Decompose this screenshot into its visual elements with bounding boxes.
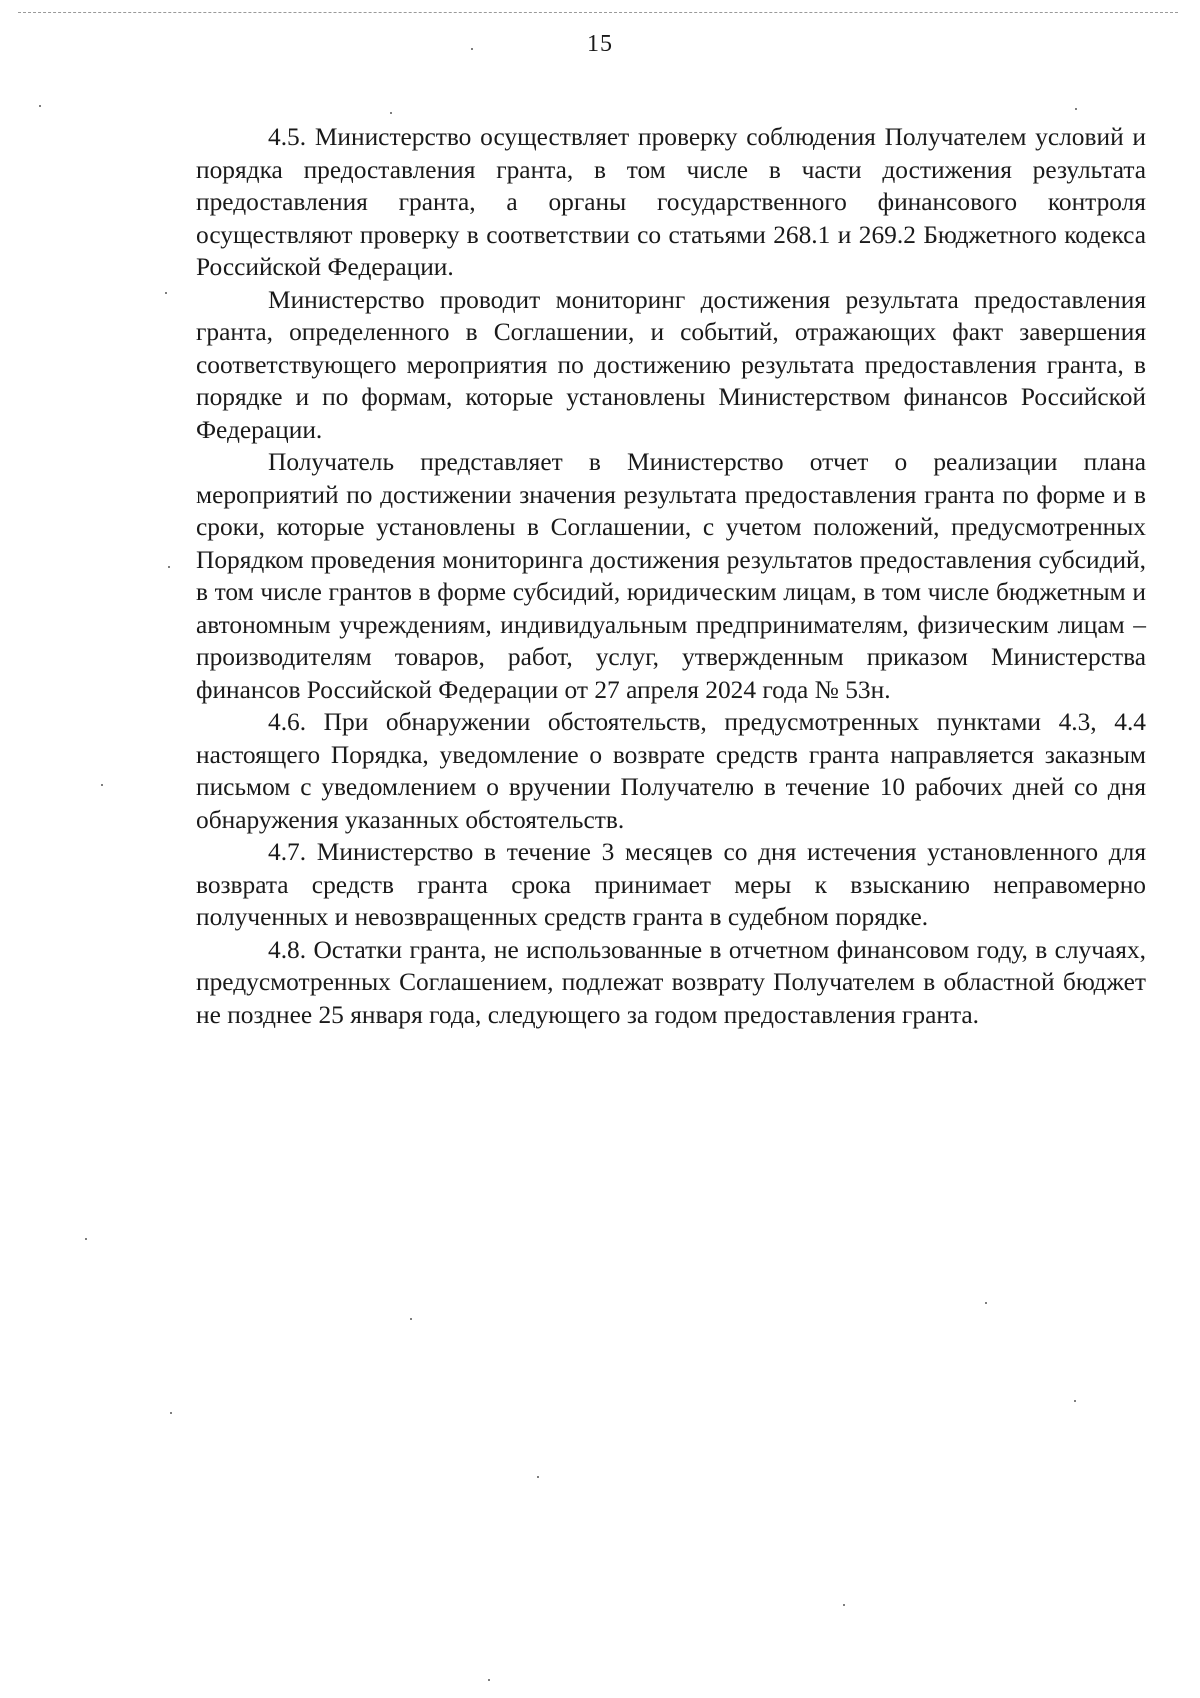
scan-speck (471, 48, 473, 50)
scan-speck (1075, 108, 1077, 110)
scan-speck (537, 1476, 539, 1478)
scan-speck (843, 1604, 845, 1606)
scan-speck (390, 112, 392, 114)
scan-speck (168, 566, 170, 568)
scan-top-edge (18, 12, 1178, 14)
scan-speck (85, 1238, 87, 1240)
paragraph-4-7: 4.7. Министерство в течение 3 месяцев со дня истечения установленного для возврата средств гранта срока принимает меры к взысканию неправомерно полученных и невозвращенных средств гранта в судебном порядке. (196, 838, 1146, 931)
paragraph-monitoring: Министерство проводит мониторинг достижения результата предоставления гранта, определенного в Соглашении, и событий, отражающих факт завершения соответствующего мероприятия по достижению результата предоставления гранта, в порядке и по формам, которые установлены Министерством финансов Российской Федерации. (196, 285, 1146, 444)
scan-speck (165, 292, 167, 294)
paragraph-4-5: 4.5. Министерство осуществляет проверку соблюдения Получателем условий и порядка предоставления гранта, в том числе в части достижения результата предоставления гранта, а органы государственного финансового контроля осуществляют проверку в соответствии со статьями 268.1 и 269.2 Бюджетного кодекса Российской Федерации. (196, 123, 1146, 281)
paragraph-report: Получатель представляет в Министерство отчет о реализации плана мероприятий по достижении значения результата предоставления гранта по форме и в сроки, которые установлены в Соглашении, с учетом положений, предусмотренных Порядком проведения мониторинга достижения результатов предоставления субсидий, в том числе грантов в форме субсидий, юридическим лицам, в том числе бюджетным и автономным учреждениям, индивидуальным предпринимателям, физическим лицам – производителям товаров, работ, услуг, утвержденным приказом Министерства финансов Российской Федерации от 27 апреля 2024 года № 53н. (196, 448, 1146, 704)
paragraph-4-8: 4.8. Остатки гранта, не использованные в отчетном финансовом году, в случаях, предусмотренных Соглашением, подлежат возврату Получателем в областной бюджет не позднее 25 января года, следующего за годом предоставления гранта. (196, 935, 1146, 1029)
scan-speck (101, 784, 103, 786)
scan-speck (1074, 1400, 1076, 1402)
page-number: 15 (587, 31, 613, 57)
scan-speck (410, 1318, 412, 1320)
scan-speck (488, 1679, 490, 1681)
scan-speck (170, 1412, 172, 1414)
scan-speck (985, 1302, 987, 1304)
paragraph-4-6: 4.6. При обнаружении обстоятельств, предусмотренных пунктами 4.3, 4.4 настоящего Порядка, уведомление о возврате средств гранта направляется заказным письмом с уведомлением о вручении Получателю в течение 10 рабочих дней со дня обнаружения указанных обстоятельств. (196, 708, 1146, 834)
scan-speck (39, 105, 41, 107)
document-body (196, 121, 1146, 1031)
